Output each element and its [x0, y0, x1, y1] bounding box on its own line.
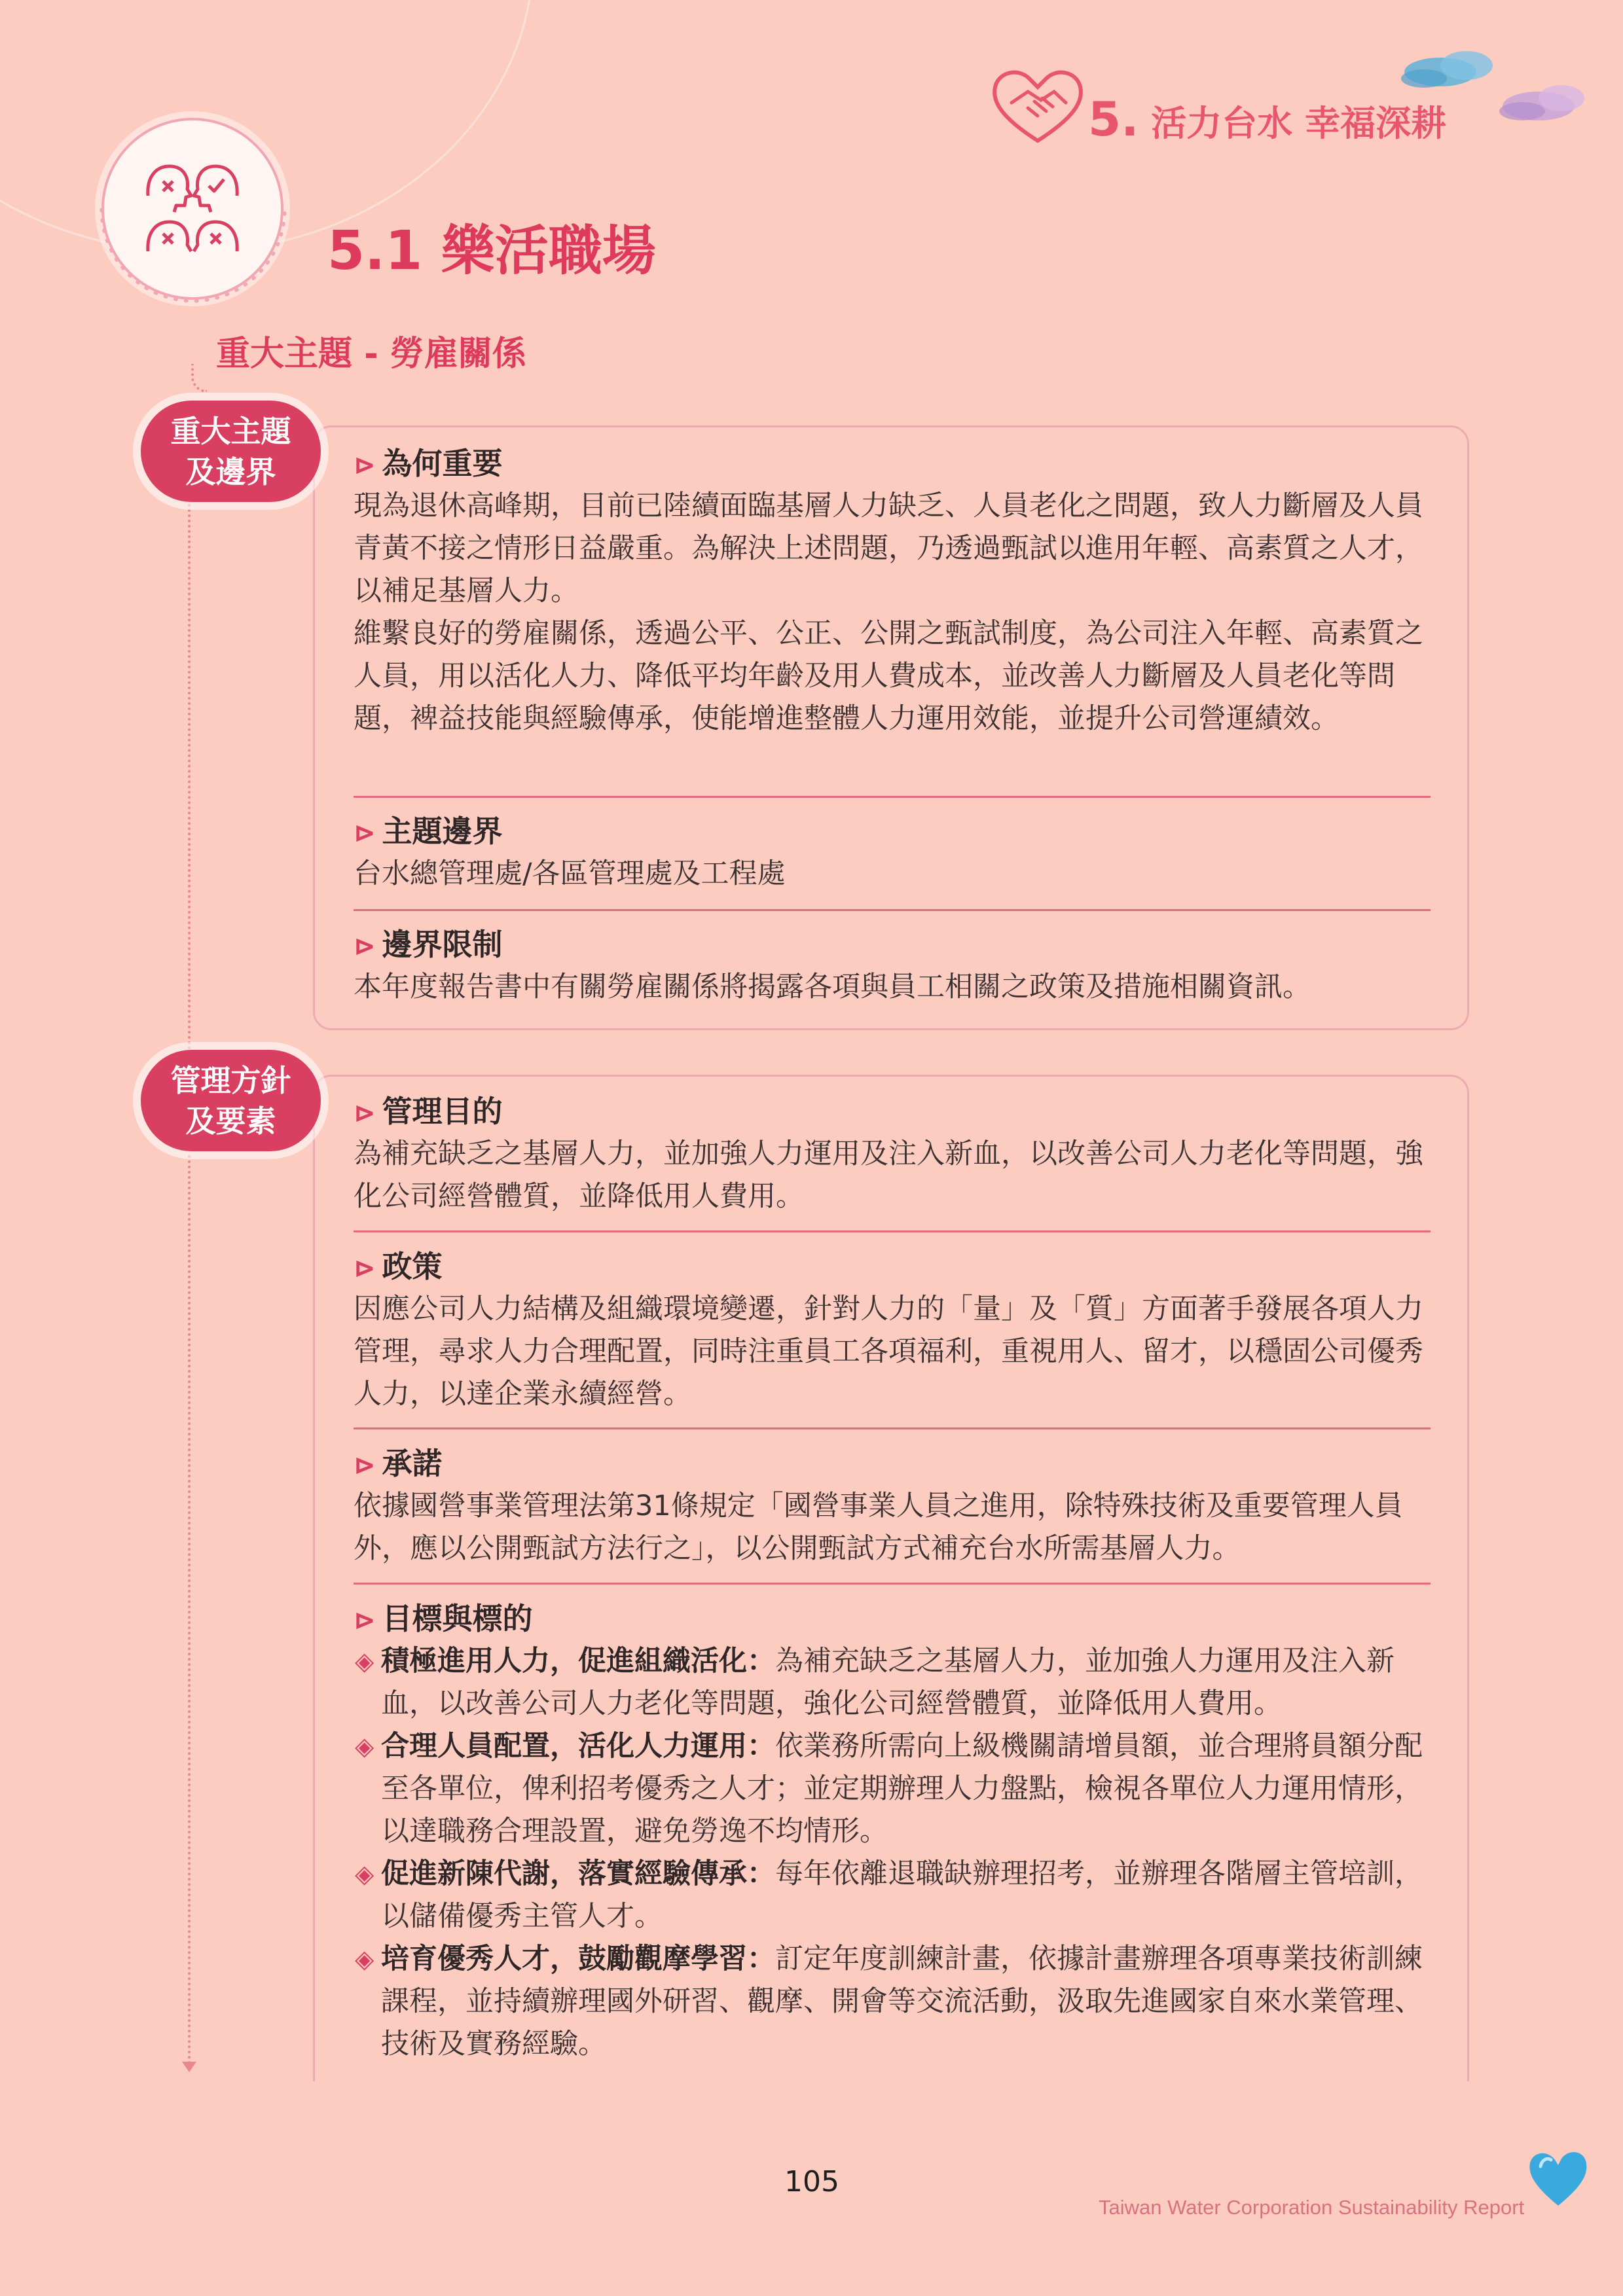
- boundary-limit-text: 本年度報告書中有關勞雇關係將揭露各項與員工相關之政策及措施相關資訊。: [354, 971, 1311, 1003]
- double-arrow-icon: ⊳: [354, 1253, 376, 1283]
- management-goal-heading: ⊳ 管理目的: [354, 1094, 503, 1129]
- target-item: ◈ 培育優秀人才，鼓勵觀摩學習：訂定年度訓練計畫，依據計畫辦理各項專業技術訓練課程，並持續辦理國外研習、觀摩、開會等交流活動，汲取先進國家自來水業管理、技術及實務經驗。: [354, 1938, 1434, 2066]
- label-management-approach: 管理方針 及要素: [141, 1050, 321, 1151]
- divider: [354, 1427, 1431, 1429]
- page-number: 105: [784, 2165, 839, 2198]
- commitment-text: 依據國營事業管理法第31條規定「國營事業人員之進用，除特殊技術及重要管理人員外，應以公開甄試方法行之」，以公開甄試方式補充台水所需基層人力。: [354, 1490, 1403, 1565]
- management-goal-section: [354, 1090, 1434, 1218]
- target-item: ◈ 促進新陳代謝，落實經驗傳承：每年依離退職缺辦理招考，並辦理各階層主管培訓，以儲備優秀主管人才。: [354, 1853, 1434, 1938]
- topic-boundary-section: [354, 810, 1434, 895]
- target-item: ◈ 合理人員配置，活化人力運用：依業務所需向上級機關請增員額，並合理將員額分配至各單位，俾利招考優秀之人才；並定期辦理人力盤點，檢視各單位人力運用情形，以達職務合理設置，避免勞逸不均情形。: [354, 1725, 1434, 1853]
- targets-section: [354, 1597, 1434, 1640]
- divider: [354, 1583, 1431, 1585]
- boundary-limit-section: [354, 923, 1434, 1009]
- why-important-section: [354, 442, 1434, 740]
- timeline-connector: [188, 1155, 191, 2065]
- divider: [354, 1230, 1431, 1232]
- management-goal-text: 為補充缺乏之基層人力，並加強人力運用及注入新血，以改善公司人力老化等問題，強化公司經營體質，並降低用人費用。: [354, 1138, 1423, 1213]
- commitment-heading: ⊳ 承諾: [354, 1446, 443, 1481]
- double-arrow-icon: ⊳: [354, 1450, 376, 1480]
- divider: [354, 796, 1431, 798]
- topic-boundary-heading: ⊳ 主題邊界: [354, 814, 503, 849]
- double-arrow-icon: ⊳: [354, 450, 376, 480]
- timeline-connector: [188, 504, 191, 1060]
- section-emblem: [101, 118, 283, 300]
- clouds-icon: [1388, 46, 1597, 131]
- commitment-section: [354, 1442, 1434, 1570]
- timeline-arrow-icon: [182, 2062, 196, 2072]
- why-important-text-2: 維繫良好的勞雇關係，透過公平、公正、公開之甄試制度，為公司注入年輕、高素質之人員，用以活化人力、降低平均年齡及用人費成本，並改善人力斷層及人員老化等問題，裨益技能與經驗傳承，使能增進整體人力運用效能，並提升公司營運績效。: [354, 617, 1423, 735]
- policy-heading: ⊳ 政策: [354, 1249, 443, 1284]
- label-material-topic: 重大主題 及邊界: [141, 401, 321, 502]
- diamond-bullet-icon: ◈: [355, 1732, 374, 1761]
- topic-subtitle: 重大主題 - 勞雇關係: [216, 334, 526, 374]
- policy-section: [354, 1245, 1434, 1416]
- policy-text: 因應公司人力結構及組織環境變遷，針對人力的「量」及「質」方面著手發展各項人力管理，尋求人力合理配置，同時注重員工各項福利，重視用人、留才，以穩固公司優秀人力，以達企業永續經營。: [354, 1293, 1423, 1410]
- target-item: ◈ 積極進用人力，促進組織活化：為補充缺乏之基層人力，並加強人力運用及注入新血，以改善公司人力老化等問題，強化公司經營體質，並降低用人費用。: [354, 1640, 1434, 1725]
- why-important-text-1: 現為退休高峰期，目前已陸續面臨基層人力缺乏、人員老化之問題，致人力斷層及人員青黃不接之情形日益嚴重。為解決上述問題，乃透過甄試以進用年輕、高素質之人才，以補足基層人力。: [354, 490, 1423, 607]
- double-arrow-icon: ⊳: [354, 818, 376, 848]
- double-arrow-icon: ⊳: [354, 1098, 376, 1128]
- divider: [354, 909, 1431, 911]
- section-title: 5.1 樂活職場: [327, 220, 656, 282]
- double-arrow-icon: ⊳: [354, 1605, 376, 1636]
- people-thinking-icon: [140, 156, 245, 261]
- why-important-heading: ⊳ 為何重要: [354, 446, 503, 481]
- heart-handshake-icon: [989, 62, 1087, 147]
- report-name: Taiwan Water Corporation Sustainability Report: [1099, 2196, 1525, 2219]
- boundary-limit-heading: ⊳ 邊界限制: [354, 927, 503, 962]
- targets-heading: ⊳ 目標與標的: [354, 1601, 533, 1636]
- diamond-bullet-icon: ◈: [355, 1945, 374, 1973]
- double-arrow-icon: ⊳: [354, 931, 376, 961]
- water-heart-icon: [1522, 2140, 1594, 2212]
- connector-hook: [191, 364, 207, 393]
- chapter-number: 5.: [1088, 92, 1139, 147]
- topic-boundary-text: 台水總管理處/各區管理處及工程處: [354, 857, 786, 890]
- chapter-title-text: 活力台水 幸福深耕: [1151, 103, 1447, 144]
- diamond-bullet-icon: ◈: [355, 1859, 374, 1888]
- diamond-bullet-icon: ◈: [355, 1647, 374, 1676]
